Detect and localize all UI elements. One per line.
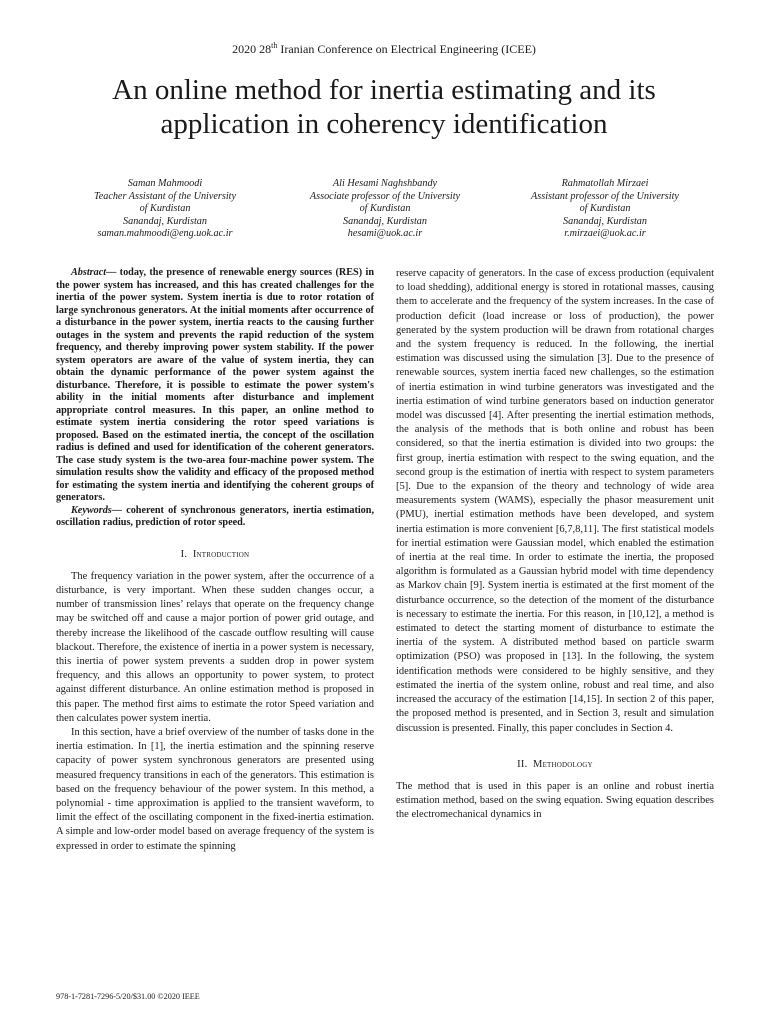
title-line-1: An online method for inertia estimating and its <box>112 74 656 106</box>
author-city: Sanandaj, Kurdistan <box>563 215 647 227</box>
section-number: I. <box>180 548 188 560</box>
conference-sup: th <box>271 41 278 50</box>
left-column <box>56 267 374 854</box>
intro-paragraph-1: The frequency variation in the power system, after the occurrence of a disturbance, is very important. When these sudden changes occur, a number of transmission lines’ relays that operate on the frequency change may be switched off and cause a major portion of power grid outage, and thereby increase the likelihood of the cascade outflow resulting will cause blackout. Therefore, the existence of inertia in a power system is necessary, this inertia of power system prevents a sudden drop in power system frequency, and this allows an opportunity to power system, to protect against different disturbance. An online estimation method is proposed in this paper. The method first aims to estimate the rotor Speed variation and then calculates power system inertia. <box>56 570 374 724</box>
abstract-label: Abstract <box>71 267 107 278</box>
author-email: saman.mahmoodi@eng.uok.ac.ir <box>97 228 233 240</box>
copyright-footer: 978-1-7281-7296-5/20/$31.00 ©2020 IEEE <box>56 992 200 1001</box>
author-3 <box>500 178 710 241</box>
author-1 <box>60 178 270 241</box>
author-city: Sanandaj, Kurdistan <box>343 215 427 227</box>
author-name: Ali Hesami Naghshbandy <box>332 178 438 189</box>
author-email: hesami@uok.ac.ir <box>347 228 423 240</box>
section-heading-introduction <box>56 548 374 562</box>
intro-paragraph-2: In this section, have a brief overview of the number of tasks done in the inertia estimation. In [1], the inertia estimation and the spinning reserve capacity of power system synchronous generators are presented using measured frequency transitions in each of the generators. This estimation is based on the frequency behaviour of the power system. In this method, a polynomial - time approximation is applied to the transient waveform, to limit the effect of the oscillating component in the fixed-inertia estimation. A simple and low-order model based on average frequency of the system is expressed in order to estimate the spinning <box>56 726 374 852</box>
author-city: Sanandaj, Kurdistan <box>123 215 207 227</box>
abstract-text: — today, the presence of renewable energy sources (RES) in the power system has increased, and this has created challenges for the inertia of the power system. System inertia is due to rotor rotation of large synchronous generators. At the initial moments after occurrence of a disturbance in the power system, inertia reacts to the causing further outages in the system and prevents the rapid reduction of the system frequency, and thereby improving power system stability. If the power system operators are aware of the value of system inertia, they can obtain the dynamic performance of the power system against the disturbance. Therefore, it is possible to estimate the power system's ability in the initial moments after disturbance and implement appropriate control measures. In this paper, an online method to estimate system inertia considering the rotor speed variations is proposed. Based on the estimated inertia, the concept of the oscillation radius is defined and used for identification of the coherent generators. The case study system is the two-area four-machine power system. The simulation results show the validity and efficacy of the proposed method for estimating the system inertia and identifying the coherent groups of generators. <box>56 267 374 503</box>
keywords <box>56 505 374 530</box>
author-name: Saman Mahmoodi <box>127 178 203 189</box>
author-role: Teacher Assistant of the University <box>93 190 237 202</box>
author-2 <box>280 178 490 241</box>
keywords-text: — coherent of synchronous generators, inertia estimation, oscillation radius, prediction of rotor speed. <box>56 504 374 528</box>
conference-prefix: 2020 28 <box>232 42 272 56</box>
section-number: II. <box>517 758 528 770</box>
author-email: r.mirzaei@uok.ac.ir <box>564 228 646 240</box>
conference-header <box>0 41 768 57</box>
author-org: of Kurdistan <box>359 203 411 215</box>
author-org: of Kurdistan <box>579 203 631 215</box>
section-title: Methodology <box>533 758 593 770</box>
author-role: Associate professor of the University <box>309 190 461 202</box>
methodology-paragraph-1: The method that is used in this paper is an online and robust inertia estimation method, based on the swing equation. Swing equation describes the electromechanical dynamics in <box>396 780 714 821</box>
keywords-label: Keywords <box>71 504 112 516</box>
intro-paragraph-2-continued: reserve capacity of generators. In the case of excess production (equivalent to load shedding), additional energy is stored in rotational masses, causing them to accelerate and the frequency of the system increases. In the case of production deficit (load increase or loss of production), the power generated by the system production will be drawn from rotational charges and the system frequency is reduced. In the following, the inertial estimation was discussed using the simulation [3]. Due to the presence of renewable sources, system inertia faced new challenges, so the estimation of inertia estimation in wind turbine generators was investigated and the inertia estimation of wind turbine generators based on induction generator model was discussed [4]. After presenting the inertial estimation methods, the analysis of the methods that is both online and robust has been considered, so that the inertia estimation is divided into two groups: the first group, inertia estimation with respect to the swing equation, and the second group is the estimation of inertia with respect to system parameters [5]. Due to the expansion of the theory and technology of wide area measurements system (WAMS), especially the phasor measurement unit (PMU), inertial estimation methods have been developed, and system inertia estimation is more convenient [6,7,8,11]. The first statistical models for inertial estimation were Gaussian model, which enabled the estimation of inertia at the real time. In order to estimate the inertia, the proposed algorithm is formulated as a Gaussian hybrid model with time dependency as Markov chain [9]. System inertia is estimated at the first moment of the disturbance occurrence, so the detection of the moment of the disturbance is necessary to estimate the inertia. For this reason, in [10,12], a method is estimated to detect the starting moment of disturbance to estimate the inertia of the system. A distributed method based on particle swarm optimization (PSO) was proposed in [13]. In the following, the system identification methods were considered to be highly sensitive, and they estimated the inertia of the system online, robust and real time, and also increased the accuracy of the estimation [14,15]. In section 2 of this paper, the proposed method is presented, and in Section 3, result and simulation discussion is presented. Finally, this paper concludes in Section 4. <box>396 268 714 734</box>
conference-rest: Iranian Conference on Electrical Engineering (ICEE) <box>277 42 536 56</box>
section-heading-methodology <box>396 758 714 772</box>
title-line-2: application in coherency identification <box>160 108 608 140</box>
right-column <box>396 267 714 823</box>
author-role: Assistant professor of the University <box>531 190 679 202</box>
section-title: Introduction <box>192 548 250 560</box>
author-org: of Kurdistan <box>139 203 191 215</box>
paper-title <box>60 73 708 141</box>
author-block <box>60 178 710 241</box>
abstract <box>56 267 374 505</box>
author-name: Rahmatollah Mirzaei <box>561 178 649 189</box>
